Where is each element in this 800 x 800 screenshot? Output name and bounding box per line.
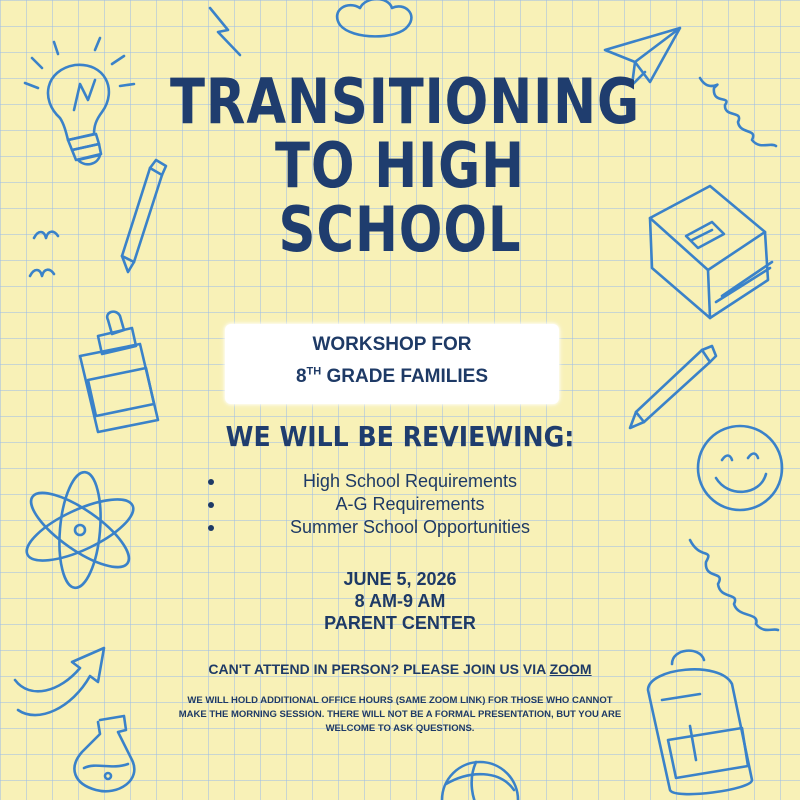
event-location: PARENT CENTER — [324, 613, 476, 633]
list-item: Summer School Opportunities — [200, 516, 600, 539]
page-title — [150, 65, 650, 266]
spiral-icon — [700, 78, 776, 146]
flask-icon — [74, 716, 134, 791]
list-item: A-G Requirements — [200, 493, 600, 516]
lightbulb-icon — [25, 38, 134, 164]
book-icon — [650, 186, 772, 318]
spring-icon — [690, 540, 778, 630]
title-line: SCHOOL — [278, 193, 522, 266]
pencil-icon — [630, 346, 716, 428]
topic-list — [200, 470, 600, 539]
remote-prompt: CAN'T ATTEND IN PERSON? PLEASE JOIN US VIA — [208, 661, 550, 677]
lightning-icon — [210, 8, 240, 55]
banner-line — [225, 366, 559, 388]
title-line: TO HIGH — [274, 129, 526, 202]
grade-number: 8 — [295, 366, 307, 387]
glue-bottle-icon — [80, 312, 158, 432]
event-time: 8 AM-9 AM — [354, 591, 446, 611]
ball-icon — [442, 762, 518, 800]
remote-attendance — [100, 661, 700, 677]
grade-suffix: TH — [306, 365, 322, 378]
reviewing-heading: WE WILL BE REVIEWING: — [225, 420, 575, 453]
title-line: TRANSITIONING — [170, 65, 640, 138]
banner-line: WORKSHOP FOR — [312, 334, 472, 355]
birds-icon — [30, 232, 58, 276]
zoom-link[interactable]: ZOOM — [549, 661, 592, 677]
list-item: High School Requirements — [200, 470, 600, 493]
cloud-icon — [337, 0, 411, 36]
atom-icon — [19, 470, 141, 589]
smiley-icon — [698, 426, 782, 510]
arrow-icon — [15, 648, 104, 715]
office-hours-note: WE WILL HOLD ADDITIONAL OFFICE HOURS (SAME ZOOM LINK) FOR THOSE WHO CANNOT MAKE THE MORNING SESSION. THERE WILL NOT BE A FORMAL PRESENTATION, BUT YOU ARE WELCOME TO ASK QUESTIONS. — [178, 695, 622, 734]
event-date: JUNE 5, 2026 — [343, 569, 457, 589]
banner-audience: GRADE FAMILIES — [321, 366, 489, 387]
event-details — [250, 568, 550, 634]
workshop-banner — [225, 324, 559, 404]
